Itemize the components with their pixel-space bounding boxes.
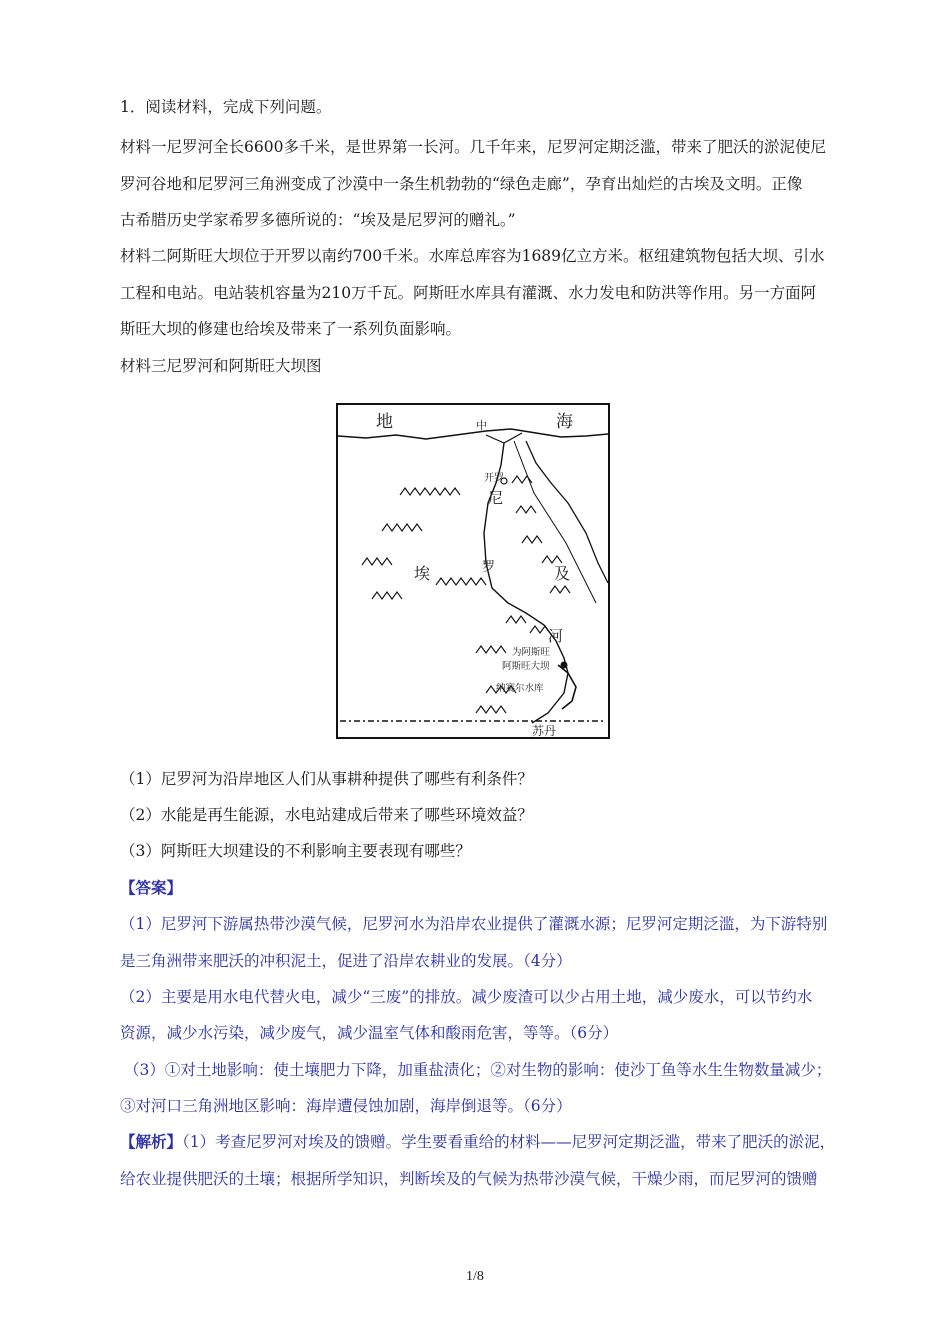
answer-heading: 【答案】: [120, 878, 183, 897]
material2-line: 斯旺大坝的修建也给埃及带来了一系列负面影响。: [120, 320, 462, 338]
material1-line: 罗河谷地和尼罗河三角洲变成了沙漠中一条生机勃勃的“绿色走廊”，孕育出灿烂的古埃及文明。正像: [120, 175, 803, 193]
question-intro: 1．阅读材料，完成下列问题。: [120, 98, 332, 116]
nile-aswan-map: [336, 403, 610, 739]
map-label-sea: 海: [556, 412, 573, 432]
page-number: 1/8: [466, 1269, 484, 1284]
analysis-text: （1）考查尼罗河对埃及的馈赠。学生要看重给的材料——尼罗河定期泛滥，带来了肥沃的淤泥，: [182, 1133, 836, 1151]
map-label-sea: 中: [476, 419, 487, 432]
map-label-egypt: 埃: [414, 564, 431, 583]
dam-marker: [561, 662, 568, 669]
question-1: （1）尼罗河为沿岸地区人们从事耕种提供了哪些有利条件？: [120, 770, 533, 788]
answer-3-line: （3）①对土地影响：使土壤肥力下降，加重盐渍化；②对生物的影响：使沙丁鱼等水生生物数量减少；: [124, 1061, 832, 1079]
map-label-sudan: 苏丹: [532, 724, 557, 738]
question-3: （3）阿斯旺大坝建设的不利影响主要表现有哪些？: [120, 842, 471, 860]
map-label-cairo: 开罗: [484, 473, 504, 484]
map-label-nile: 河: [548, 627, 564, 645]
analysis-line-2: 给农业提供肥沃的土壤；根据所学知识，判断埃及的气候为热带沙漠气候，干燥少雨，而尼罗河的馈赠: [120, 1170, 818, 1188]
map-label-egypt: 及: [554, 564, 571, 583]
map-label-nile: 尼: [488, 489, 504, 507]
map-label-aswan: 为阿斯旺: [512, 647, 551, 658]
material2-line: 材料二阿斯旺大坝位于开罗以南约700千米。水库总库容为1689亿立方米。枢纽建筑物包括大坝、引水: [120, 247, 825, 265]
answer-2-line: 资源，减少水污染，减少废气，减少温室气体和酸雨危害，等等。（6分）: [120, 1024, 619, 1042]
question-2: （2）水能是再生能源，水电站建成后带来了哪些环境效益？: [120, 806, 533, 824]
map-label-sea: 地: [376, 412, 393, 432]
analysis-line-1: [120, 1131, 835, 1153]
analysis-heading: 【解析】: [120, 1132, 183, 1151]
answer-2-line: （2）主要是用水电代替火电，减少“三废”的排放。减少废渣可以少占用土地，减少废水，可以节约水: [120, 988, 813, 1006]
answer-3-line: ③对河口三角洲地区影响：海岸遭侵蚀加剧，海岸倒退等。（6分）: [120, 1097, 572, 1115]
material1-line: 古希腊历史学家希罗多德所说的：“埃及是尼罗河的赠礼。”: [120, 211, 516, 229]
answer-1-line: （1）尼罗河下游属热带沙漠气候，尼罗河水为沿岸农业提供了灌溉水源；尼罗河定期泛滥，为下游特别: [120, 915, 828, 933]
map-label-dam: 阿斯旺大坝: [502, 661, 550, 672]
answer-1-line: 是三角洲带来肥沃的冲积泥土，促进了沿岸农耕业的发展。（4分）: [120, 952, 572, 970]
map-label-nile: 罗: [482, 560, 496, 575]
material2-line: 工程和电站。电站装机容量为210万千瓦。阿斯旺水库具有灌溉、水力发电和防洪等作用。另一方面阿: [120, 284, 817, 302]
material1-line: 材料一尼罗河全长6600多千米，是世界第一长河。几千年来，尼罗河定期泛滥，带来了肥沃的淤泥使尼: [120, 138, 826, 156]
map-label-lake: 纳赛尔水库: [496, 683, 544, 694]
material3-caption: 材料三尼罗河和阿斯旺大坝图: [120, 357, 322, 375]
